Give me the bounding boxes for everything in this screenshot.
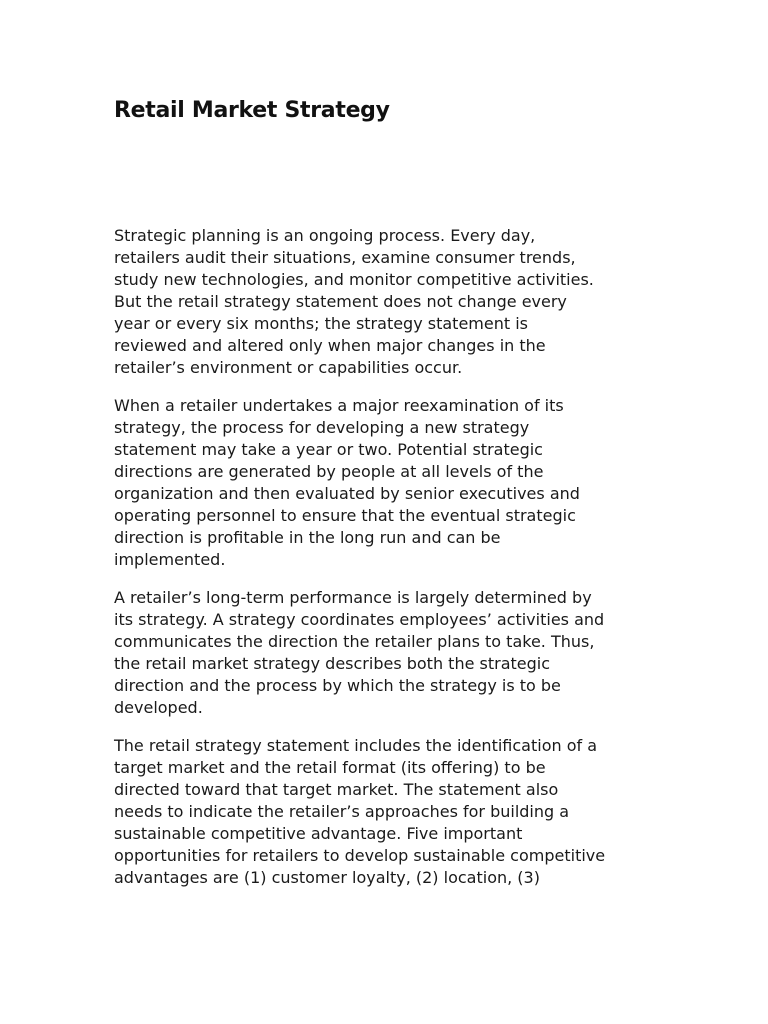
- text-line: target market and the retail format (its offering) to be: [114, 758, 546, 777]
- text-line: directed toward that target market. The statement also: [114, 780, 559, 799]
- text-line: direction and the process by which the strategy is to be: [114, 676, 561, 695]
- text-line: retailers audit their situations, examine consumer trends,: [114, 248, 576, 267]
- text-line: sustainable competitive advantage. Five important: [114, 824, 523, 843]
- text-line: statement may take a year or two. Potential strategic: [114, 440, 543, 459]
- text-line: directions are generated by people at all levels of the: [114, 462, 544, 481]
- text-line: strategy, the process for developing a new strategy: [114, 418, 530, 437]
- text-line: A retailer’s long-term performance is largely determined by: [114, 588, 592, 607]
- text-line: operating personnel to ensure that the eventual strategic: [114, 506, 576, 525]
- text-line: opportunities for retailers to develop sustainable competitive: [114, 846, 606, 865]
- text-line: year or every six months; the strategy statement is: [114, 314, 529, 333]
- text-line: reviewed and altered only when major changes in the: [114, 336, 546, 355]
- text-line: direction is profitable in the long run and can be: [114, 528, 501, 547]
- text-line: The retail strategy statement includes the identification of a: [114, 736, 598, 755]
- text-line: needs to indicate the retailer’s approaches for building a: [114, 802, 570, 821]
- document-title: Retail Market Strategy: [114, 98, 390, 123]
- text-line: Strategic planning is an ongoing process. Every day,: [114, 226, 536, 245]
- document-body: [114, 225, 659, 905]
- text-line: communicates the direction the retailer plans to take. Thus,: [114, 632, 595, 651]
- text-line: But the retail strategy statement does not change every: [114, 292, 567, 311]
- text-line: organization and then evaluated by senior executives and: [114, 484, 580, 503]
- text-line: retailer’s environment or capabilities occur.: [114, 358, 463, 377]
- paragraph-3: [114, 587, 659, 719]
- paragraph-4: [114, 735, 659, 889]
- text-line: advantages are (1) customer loyalty, (2) location, (3): [114, 868, 540, 887]
- text-line: developed.: [114, 698, 203, 717]
- text-line: When a retailer undertakes a major reexamination of its: [114, 396, 564, 415]
- paragraph-2: [114, 395, 659, 571]
- text-line: implemented.: [114, 550, 226, 569]
- paragraph-1: [114, 225, 659, 379]
- text-line: its strategy. A strategy coordinates employees’ activities and: [114, 610, 605, 629]
- text-line: the retail market strategy describes both the strategic: [114, 654, 551, 673]
- text-line: study new technologies, and monitor competitive activities.: [114, 270, 594, 289]
